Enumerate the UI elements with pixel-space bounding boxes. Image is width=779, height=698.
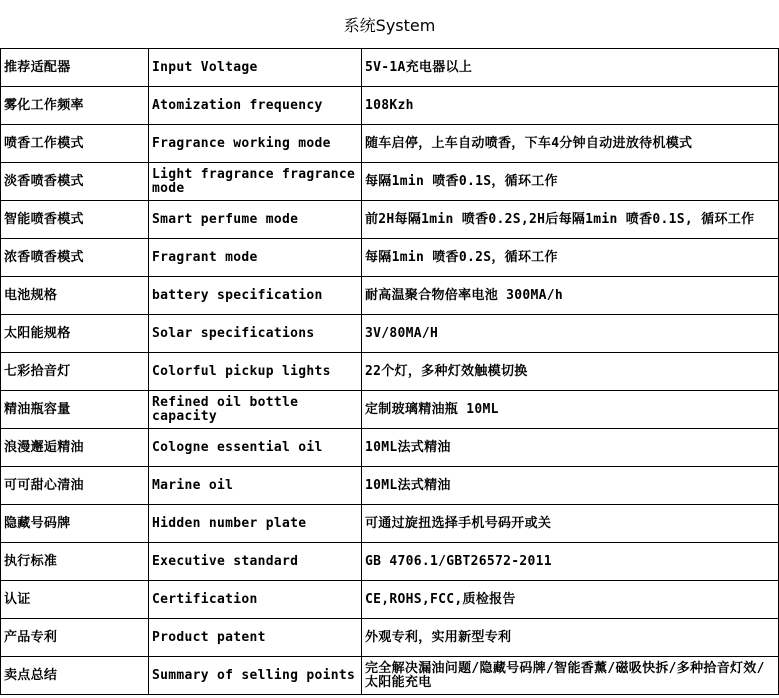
row-label-en: Fragrance working mode bbox=[149, 125, 362, 163]
row-value: 前2H每隔1min 喷香0.2S,2H后每隔1min 喷香0.1S, 循环工作 bbox=[362, 201, 779, 239]
row-label-cn: 电池规格 bbox=[1, 277, 149, 315]
table-row bbox=[1, 277, 779, 315]
row-value: 完全解决漏油问题/隐藏号码牌/智能香薰/磁吸快拆/多种拾音灯效/太阳能充电 bbox=[362, 657, 779, 695]
row-label-cn: 卖点总结 bbox=[1, 657, 149, 695]
row-label-cn: 浪漫邂逅精油 bbox=[1, 429, 149, 467]
row-label-en: Input Voltage bbox=[149, 49, 362, 87]
table-row bbox=[1, 201, 779, 239]
table-row bbox=[1, 49, 779, 87]
table-row bbox=[1, 125, 779, 163]
row-label-en: Colorful pickup lights bbox=[149, 353, 362, 391]
row-value: 5V-1A充电器以上 bbox=[362, 49, 779, 87]
row-value: 3V/80MA/H bbox=[362, 315, 779, 353]
table-row bbox=[1, 581, 779, 619]
row-label-en: Solar specifications bbox=[149, 315, 362, 353]
table-row bbox=[1, 87, 779, 125]
row-value: 随车启停，上车自动喷香，下车4分钟自动进放待机模式 bbox=[362, 125, 779, 163]
row-label-en: Executive standard bbox=[149, 543, 362, 581]
row-label-en: Cologne essential oil bbox=[149, 429, 362, 467]
table-title: 系统System bbox=[343, 15, 436, 35]
row-label-en: Hidden number plate bbox=[149, 505, 362, 543]
row-value: 外观专利，实用新型专利 bbox=[362, 619, 779, 657]
row-label-en: Atomization frequency bbox=[149, 87, 362, 125]
row-label-en: Refined oil bottle capacity bbox=[149, 391, 362, 429]
row-value: 每隔1min 喷香0.1S，循环工作 bbox=[362, 163, 779, 201]
row-value: 定制玻璃精油瓶 10ML bbox=[362, 391, 779, 429]
row-value: 每隔1min 喷香0.2S，循环工作 bbox=[362, 239, 779, 277]
row-label-cn: 可可甜心清油 bbox=[1, 467, 149, 505]
row-label-en: Certification bbox=[149, 581, 362, 619]
row-label-cn: 雾化工作频率 bbox=[1, 87, 149, 125]
table-row bbox=[1, 619, 779, 657]
table-row bbox=[1, 429, 779, 467]
row-value: 108Kzh bbox=[362, 87, 779, 125]
table-row bbox=[1, 315, 779, 353]
row-label-cn: 精油瓶容量 bbox=[1, 391, 149, 429]
row-value: 22个灯，多种灯效触模切换 bbox=[362, 353, 779, 391]
row-label-cn: 智能喷香模式 bbox=[1, 201, 149, 239]
row-label-cn: 产品专利 bbox=[1, 619, 149, 657]
row-value: 10ML法式精油 bbox=[362, 467, 779, 505]
row-value: 可通过旋扭选择手机号码开或关 bbox=[362, 505, 779, 543]
row-label-cn: 淡香喷香模式 bbox=[1, 163, 149, 201]
table-row bbox=[1, 657, 779, 695]
table-row bbox=[1, 467, 779, 505]
table-row bbox=[1, 391, 779, 429]
row-label-cn: 推荐适配器 bbox=[1, 49, 149, 87]
row-label-cn: 执行标准 bbox=[1, 543, 149, 581]
row-label-cn: 七彩拾音灯 bbox=[1, 353, 149, 391]
row-label-cn: 浓香喷香模式 bbox=[1, 239, 149, 277]
row-value: 耐高温聚合物倍率电池 300MA/h bbox=[362, 277, 779, 315]
row-label-en: Product patent bbox=[149, 619, 362, 657]
row-value: CE,ROHS,FCC,质检报告 bbox=[362, 581, 779, 619]
row-label-cn: 喷香工作模式 bbox=[1, 125, 149, 163]
row-label-en: Fragrant mode bbox=[149, 239, 362, 277]
row-label-cn: 隐藏号码牌 bbox=[1, 505, 149, 543]
row-label-cn: 太阳能规格 bbox=[1, 315, 149, 353]
table-row bbox=[1, 505, 779, 543]
row-label-cn: 认证 bbox=[1, 581, 149, 619]
table-row bbox=[1, 163, 779, 201]
row-label-en: battery specification bbox=[149, 277, 362, 315]
row-label-en: Light fragrance fragrance mode bbox=[149, 163, 362, 201]
table-row bbox=[1, 353, 779, 391]
row-label-en: Marine oil bbox=[149, 467, 362, 505]
row-label-en: Smart perfume mode bbox=[149, 201, 362, 239]
table-row bbox=[1, 239, 779, 277]
row-value: 10ML法式精油 bbox=[362, 429, 779, 467]
row-value: GB 4706.1/GBT26572-2011 bbox=[362, 543, 779, 581]
table-row bbox=[1, 543, 779, 581]
spec-table bbox=[0, 48, 779, 695]
row-label-en: Summary of selling points bbox=[149, 657, 362, 695]
